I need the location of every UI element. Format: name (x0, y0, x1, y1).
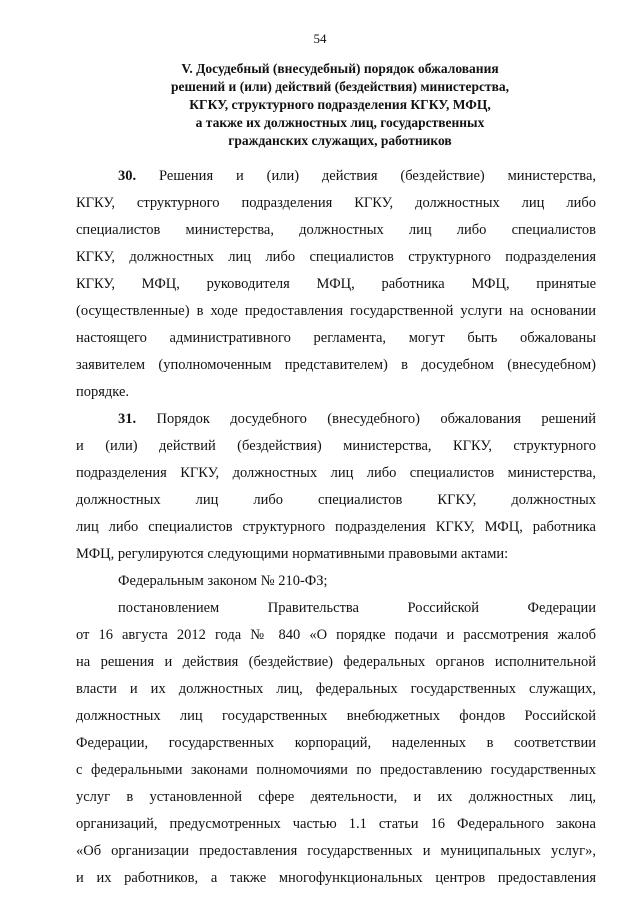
page-number: 54 (313, 31, 327, 46)
paragraph-line: КГКУ, структурного подразделения КГКУ, должностных лиц либо (76, 195, 596, 211)
paragraph-line: постановлением Правительства Российской Федерации (118, 600, 596, 616)
paragraph-line (76, 406, 596, 433)
paragraph-line: специалистов министерства, должностных лиц либо специалистов (76, 222, 596, 238)
paragraph-line: услуг в установленной сфере деятельности, и их должностных лиц, (76, 789, 596, 805)
heading-line: гражданских служащих, работников (228, 133, 452, 148)
heading-line: решений и (или) действий (бездействия) министерства, (170, 79, 510, 94)
paragraph-line: с федеральными законами полномочиями по предоставлению государственных (76, 762, 596, 778)
paragraph-line: порядке. (76, 384, 130, 400)
paragraph-line: заявителем (уполномоченным представителем) в досудебном (внесудебном) (76, 357, 596, 373)
clause-31 (76, 406, 596, 568)
resolution-paragraph (76, 595, 596, 892)
paragraph-line: КГКУ, МФЦ, руководителя МФЦ, работника МФЦ, принятые (76, 276, 596, 292)
law-reference: Федеральным законом № 210-ФЗ; (118, 573, 328, 589)
heading-line: КГКУ, структурного подразделения КГКУ, МФЦ, (189, 97, 491, 112)
paragraph-line: (осуществленные) в ходе предоставления государственной услуги на основании (76, 303, 596, 319)
paragraph-line: Федерации, государственных корпораций, наделенных в соответствии (76, 735, 596, 751)
paragraph-line: и (или) действий (бездействия) министерства, КГКУ, структурного (76, 438, 596, 454)
paragraph-line: организаций, предусмотренных частью 1.1 статьи 16 Федерального закона (76, 816, 596, 832)
clause-30 (76, 163, 596, 406)
heading-line: а также их должностных лиц, государственных (195, 115, 485, 130)
paragraph-line: должностных лиц либо специалистов КГКУ, должностных (76, 492, 596, 508)
paragraph-line: должностных лиц государственных внебюджетных фондов Российской (76, 708, 596, 724)
body-text (76, 163, 596, 892)
paragraph-line: от 16 августа 2012 года № 840 «О порядке подачи и рассмотрения жалоб (76, 627, 596, 643)
paragraph-line: «Об организации предоставления государственных и муниципальных услуг», (76, 843, 596, 859)
heading-line: V. Досудебный (внесудебный) порядок обжалования (181, 61, 499, 76)
paragraph-line: и их работников, а также многофункциональных центров предоставления (76, 870, 596, 886)
section-heading (70, 60, 610, 150)
clause-text: Порядок досудебного (внесудебного) обжалования решений (156, 411, 596, 427)
clause-number: 30. (118, 168, 137, 184)
clause-text: Решения и (или) действия (бездействие) министерства, (159, 168, 596, 184)
paragraph-line (76, 163, 596, 190)
paragraph-line: лиц либо специалистов структурного подразделения КГКУ, МФЦ, работника (76, 519, 596, 535)
clause-number: 31. (118, 411, 137, 427)
paragraph-line: подразделения КГКУ, должностных лиц либо специалистов министерства, (76, 465, 596, 481)
paragraph-line: на решения и действия (бездействие) федеральных органов исполнительной (76, 654, 596, 670)
paragraph-line: КГКУ, должностных лиц либо специалистов структурного подразделения (76, 249, 596, 265)
paragraph-line: настоящего административного регламента, могут быть обжалованы (76, 330, 596, 346)
paragraph-line: МФЦ, регулируются следующими нормативными правовыми актами: (76, 546, 509, 562)
paragraph-line: власти и их должностных лиц, федеральных государственных служащих, (76, 681, 596, 697)
